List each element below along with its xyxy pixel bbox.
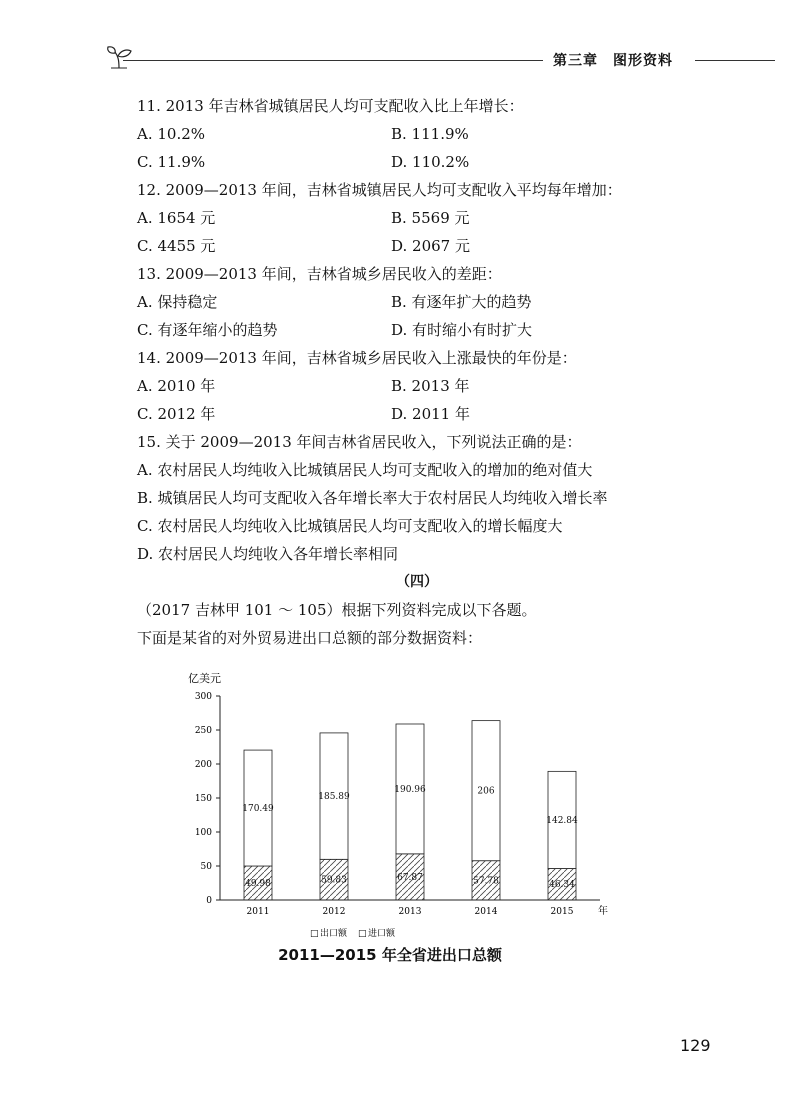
question-stem: 11. 2013 年吉林省城镇居民人均可支配收入比上年增长： [137,97,524,115]
data-label-export: 59.83 [321,875,347,886]
option: D. 2011 年 [391,405,470,423]
option-row [137,288,697,316]
option: C. 农村居民人均纯收入比城镇居民人均可支配收入的增长幅度大 [137,517,563,535]
option: D. 2067 元 [391,237,470,255]
option-row [137,120,697,148]
question-list [137,92,697,652]
y-tick-label: 200 [194,760,212,770]
header-rule-right [695,60,775,61]
option: B. 城镇居民人均可支配收入各年增长率大于农村居民人均纯收入增长率 [137,489,608,507]
option-row [137,204,697,232]
option: B. 2013 年 [391,377,470,395]
option: A. 2010 年 [137,377,216,395]
x-axis [220,900,600,917]
section-intro: （2017 吉林甲 101 ～ 105）根据下列资料完成以下各题。 [137,601,537,619]
data-label-import: 170.49 [242,804,274,815]
legend-import-label: 进口额 [368,929,396,939]
option-row [137,316,697,344]
option: A. 农村居民人均纯收入比城镇居民人均可支配收入的增加的绝对值大 [137,461,593,479]
option: C. 4455 元 [137,237,216,255]
trade-chart [180,668,630,968]
x-axis-label: 年 [598,906,608,917]
sprout-icon [105,44,135,70]
data-label-export: 49.98 [245,879,271,890]
data-label-export: 57.78 [473,876,499,887]
option-row [137,400,697,428]
chart-legend [310,927,396,939]
data-label-import: 185.89 [318,792,350,803]
legend-export-label: 出口额 [320,929,348,939]
option: C. 11.9% [137,153,206,171]
option-row [137,232,697,260]
x-tick-label: 2014 [474,907,498,917]
data-label-import: 206 [477,786,495,797]
section-title: （四） [396,574,438,590]
option: C. 2012 年 [137,405,216,423]
section-lead: 下面是某省的对外贸易进出口总额的部分数据资料： [137,629,483,647]
option: D. 110.2% [391,153,470,171]
y-tick-label: 0 [206,896,212,906]
option-row [137,372,697,400]
question-stem: 15. 关于 2009—2013 年间吉林省居民收入，下列说法正确的是： [137,433,582,451]
option-row [137,148,697,176]
data-label-export: 67.87 [397,872,423,883]
x-tick-label: 2011 [246,907,270,917]
x-tick-label: 2013 [398,907,422,917]
y-tick-label: 150 [194,794,212,804]
option: D. 有时缩小有时扩大 [391,321,533,339]
y-axis-label: 亿美元 [188,672,221,685]
x-tick-label: 2012 [322,907,346,917]
option: C. 有逐年缩小的趋势 [137,321,278,339]
y-tick-label: 50 [200,862,212,872]
data-label-import: 190.96 [394,784,426,795]
stacked-bar-chart [180,668,630,968]
legend-import-symbol: □ [358,929,367,939]
y-tick-label: 300 [194,692,212,702]
bars [242,721,578,900]
option: A. 10.2% [137,125,206,143]
option: A. 保持稳定 [137,293,218,311]
question-stem: 14. 2009—2013 年间，吉林省城乡居民收入上涨最快的年份是： [137,349,577,367]
legend-export-symbol: □ [310,929,319,939]
page-number: 129 [680,1036,711,1055]
y-tick-label: 250 [194,726,212,736]
option: A. 1654 元 [137,209,216,227]
data-label-import: 142.84 [546,815,578,826]
question-stem: 13. 2009—2013 年间，吉林省城乡居民收入的差距： [137,265,502,283]
option: B. 有逐年扩大的趋势 [391,293,532,311]
question-stem: 12. 2009—2013 年间，吉林省城镇居民人均可支配收入平均每年增加： [137,181,622,199]
chart-caption: 2011—2015 年全省进出口总额 [278,946,502,964]
option: B. 111.9% [391,125,469,143]
data-label-export: 46.34 [549,880,575,891]
option: D. 农村居民人均纯收入各年增长率相同 [137,545,399,563]
header-rule-left [123,60,543,61]
x-tick-label: 2015 [550,907,574,917]
chapter-title: 第三章 图形资料 [553,53,673,69]
page-header [105,44,775,74]
y-axis [195,692,220,906]
option: B. 5569 元 [391,209,470,227]
y-tick-label: 100 [194,828,212,838]
